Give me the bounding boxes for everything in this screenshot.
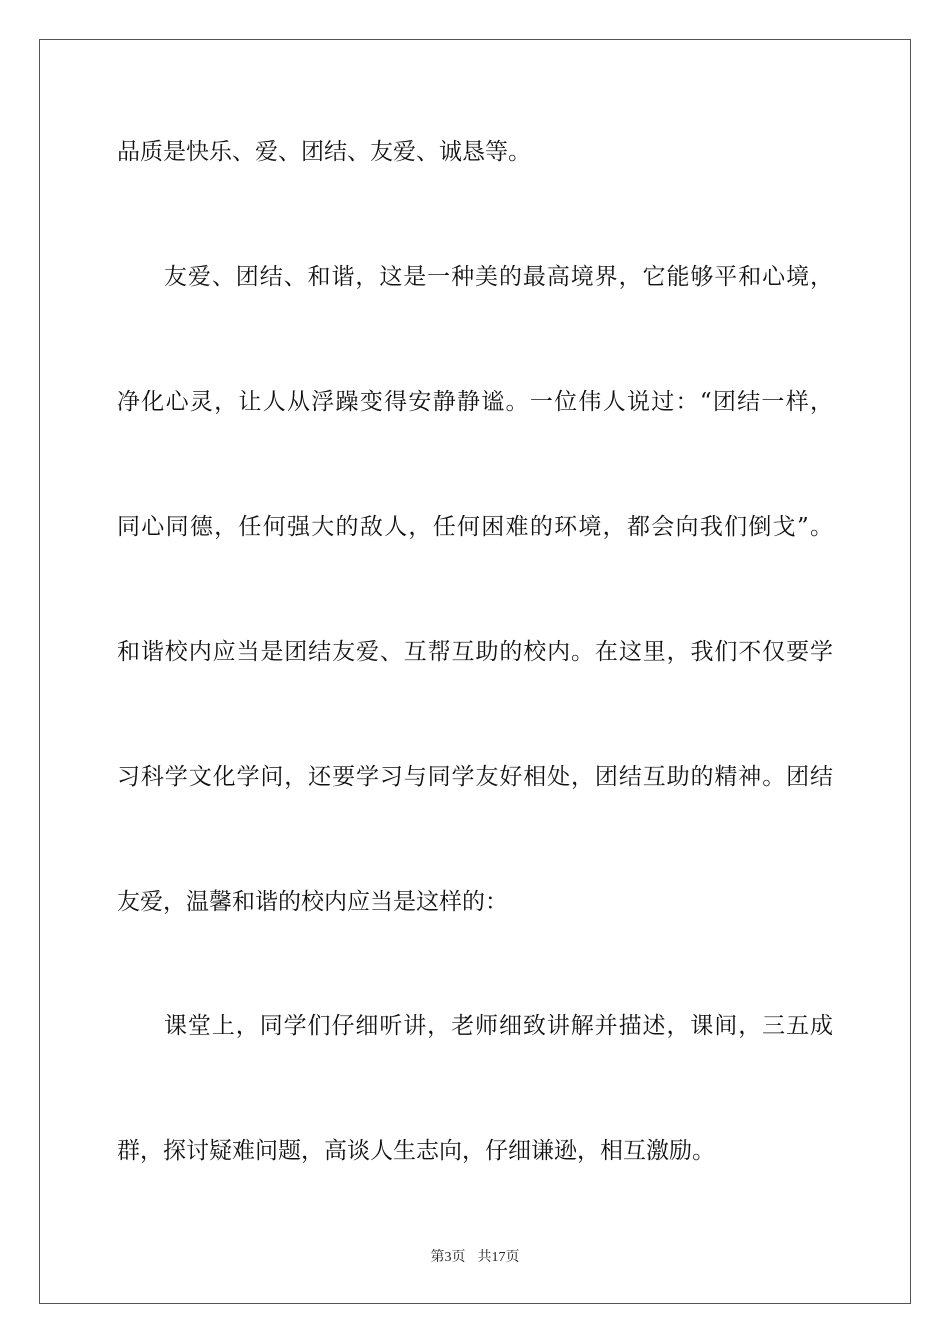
body-line-1: 品质是快乐、爱、团结、友爱、诚恳等。	[117, 139, 531, 165]
page-border	[39, 39, 911, 1304]
paragraph-2-line-5: 习科学文化学问，还要学习与同学友好相处，团结互助的精神。团结	[117, 764, 833, 790]
page-number: 第3页	[430, 1250, 466, 1265]
paragraph-2-line-3: 同心同德，任何强大的敌人，任何困难的环境，都会向我们倒戈”。	[117, 514, 833, 540]
page-total: 共17页	[477, 1250, 520, 1265]
paragraph-2-line-6: 友爱，温馨和谐的校内应当是这样的：	[117, 889, 508, 915]
paragraph-2-line-4: 和谐校内应当是团结友爱、互帮互助的校内。在这里，我们不仅要学	[117, 639, 833, 665]
paragraph-3-line-1: 课堂上，同学们仔细听讲，老师细致讲解并描述，课间，三五成	[164, 1013, 833, 1039]
page-footer	[0, 1249, 950, 1267]
paragraph-2-line-1: 友爱、团结、和谐，这是一种美的最高境界，它能够平和心境，	[164, 264, 833, 290]
paragraph-3-line-2: 群，探讨疑难问题，高谈人生志向，仔细谦逊，相互激励。	[117, 1138, 715, 1164]
paragraph-2-line-2: 净化心灵，让人从浮躁变得安静静谧。一位伟人说过：“团结一样，	[117, 389, 833, 415]
